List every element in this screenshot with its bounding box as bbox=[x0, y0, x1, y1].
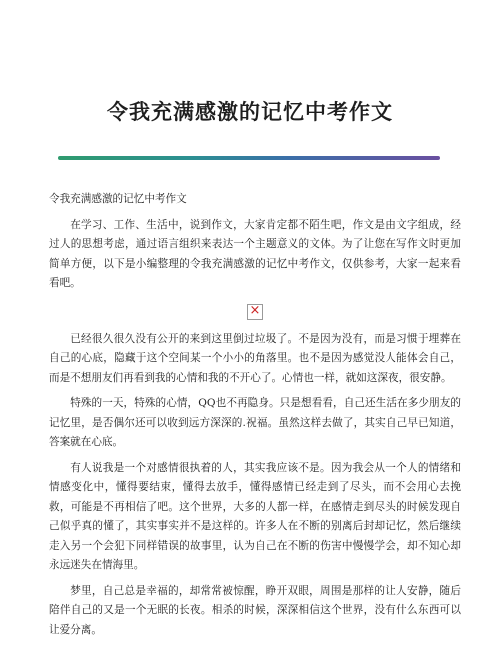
broken-image-icon bbox=[247, 304, 263, 320]
paragraph-2: 特殊的一天，特殊的心情，QQ也不再隐身。只是想看看，自己还生活在多少朋友的记忆里，是否偶尔还可以收到远方深深的.祝福。虽然这样去做了，其实自己早已知道，答案就在心底。 bbox=[49, 397, 461, 448]
article-body bbox=[49, 190, 461, 646]
paragraph-3: 有人说我是一个对感情很执着的人，其实我应该不是。因为我会从一个人的情绪和情感变化中，懂得要结束，懂得去放手，懂得感情已经走到了尽头，而不会用心去挽救，可能是不再相信了吧。这个世界，大多的人都一样，在感情走到尽头的时候发现自己似乎真的懂了，其实事实并不是这样的。许多人在不断的别离后封却记忆，然后继续走入另一个会犯下同样错误的故事里，认为自己在不断的伤害中慢慢学会，却不知心却永远迷失在情海里。 bbox=[49, 461, 461, 571]
paragraph-4: 梦里，自己总是幸福的，却常常被惊醒，睁开双眼，周围是那样的让人安静，随后陪伴自己的又是一个无眠的长夜。相杀的时候，深深相信这个世界，没有什么东西可以让爱分离。 bbox=[49, 584, 461, 636]
paragraph-1: 已经很久很久没有公开的来到这里倒过垃圾了。不是因为没有，而是习惯于埋葬在自己的心底，隐藏于这个空间某一个小小的角落里。也不是因为感觉没人能体会自己，而是不想朋友们再看到我的心情和我的不开心了。心情也一样，就如这深夜，很安静。 bbox=[49, 332, 461, 384]
article-subtitle: 令我充满感激的记忆中考作文 bbox=[49, 193, 187, 205]
title-divider bbox=[58, 156, 440, 160]
page-title: 令我充满感激的记忆中考作文 bbox=[107, 99, 393, 124]
intro-paragraph: 在学习、工作、生活中，说到作文，大家肯定都不陌生吧，作文是由文字组成，经过人的思想考虑，通过语言组织来表达一个主题意义的文体。为了让您在写作文时更加简单方便，以下是小编整理的令我充满感激的记忆中考作文，仅供参考，大家一起来看看吧。 bbox=[49, 218, 461, 289]
